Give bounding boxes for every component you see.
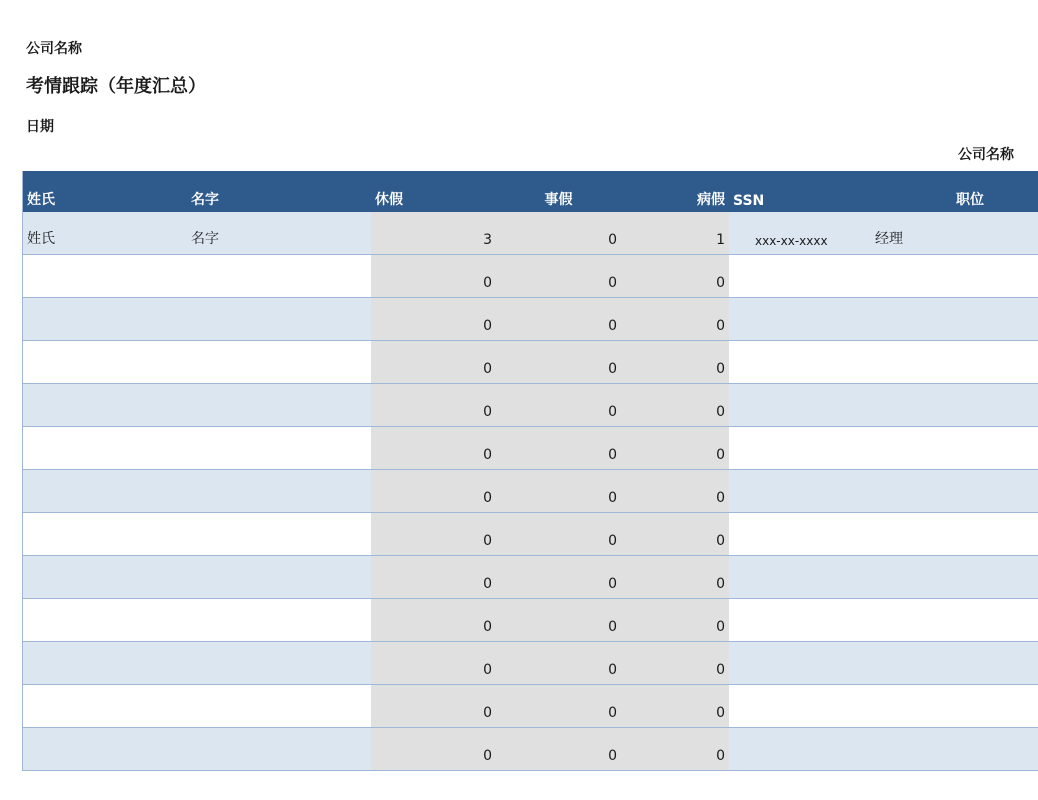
table-row	[23, 427, 1038, 470]
cell-ssn[interactable]	[729, 599, 867, 642]
company-name-top: 公司名称	[26, 41, 82, 57]
table-row	[23, 298, 1038, 341]
cell-ssn[interactable]	[729, 728, 867, 771]
cell-sick[interactable]: 0	[621, 298, 729, 341]
cell-personal[interactable]: 0	[496, 255, 621, 298]
cell-personal[interactable]: 0	[496, 341, 621, 384]
cell-personal[interactable]: 0	[496, 642, 621, 685]
cell-ssn[interactable]	[729, 427, 867, 470]
cell-personal[interactable]: 0	[496, 599, 621, 642]
cell-last-name[interactable]	[23, 298, 188, 341]
cell-first-name[interactable]	[187, 642, 371, 685]
table-row	[23, 642, 1038, 685]
header-position[interactable]: 职位	[867, 171, 1038, 212]
cell-personal[interactable]: 0	[496, 685, 621, 728]
cell-position[interactable]	[867, 298, 1038, 341]
cell-first-name[interactable]	[187, 728, 371, 771]
cell-position[interactable]	[867, 599, 1038, 642]
cell-vacation[interactable]: 0	[371, 685, 496, 728]
cell-vacation[interactable]: 0	[371, 427, 496, 470]
cell-ssn[interactable]	[729, 513, 867, 556]
header-personal[interactable]: 事假	[496, 171, 621, 212]
cell-position[interactable]: 经理	[867, 212, 1038, 255]
cell-position[interactable]	[867, 255, 1038, 298]
cell-sick[interactable]: 0	[621, 427, 729, 470]
cell-ssn[interactable]	[729, 556, 867, 599]
table-row	[23, 341, 1038, 384]
table-row	[23, 470, 1038, 513]
header-ssn[interactable]: SSN	[729, 171, 867, 212]
cell-position[interactable]	[867, 384, 1038, 427]
cell-ssn[interactable]	[729, 298, 867, 341]
cell-last-name[interactable]: 姓氏	[23, 212, 188, 255]
cell-ssn[interactable]	[729, 685, 867, 728]
header-vacation[interactable]: 休假	[371, 171, 496, 212]
cell-sick[interactable]: 0	[621, 384, 729, 427]
cell-last-name[interactable]	[23, 642, 188, 685]
cell-last-name[interactable]	[23, 556, 188, 599]
cell-personal[interactable]: 0	[496, 212, 621, 255]
cell-position[interactable]	[867, 642, 1038, 685]
cell-position[interactable]	[867, 685, 1038, 728]
cell-personal[interactable]: 0	[496, 427, 621, 470]
cell-last-name[interactable]	[23, 255, 188, 298]
cell-position[interactable]	[867, 427, 1038, 470]
cell-position[interactable]	[867, 513, 1038, 556]
cell-ssn[interactable]	[729, 384, 867, 427]
cell-sick[interactable]: 0	[621, 642, 729, 685]
cell-sick[interactable]: 0	[621, 341, 729, 384]
cell-first-name[interactable]: 名字	[187, 212, 371, 255]
cell-vacation[interactable]: 0	[371, 599, 496, 642]
table-row	[23, 599, 1038, 642]
cell-personal[interactable]: 0	[496, 556, 621, 599]
cell-last-name[interactable]	[23, 427, 188, 470]
cell-sick[interactable]: 0	[621, 513, 729, 556]
cell-first-name[interactable]	[187, 685, 371, 728]
table-row	[23, 728, 1038, 771]
cell-vacation[interactable]: 0	[371, 470, 496, 513]
cell-last-name[interactable]	[23, 728, 188, 771]
cell-ssn[interactable]	[729, 470, 867, 513]
cell-vacation[interactable]: 3	[371, 212, 496, 255]
cell-position[interactable]	[867, 341, 1038, 384]
cell-vacation[interactable]: 0	[371, 556, 496, 599]
table-row	[23, 212, 1038, 255]
cell-last-name[interactable]	[23, 513, 188, 556]
cell-vacation[interactable]: 0	[371, 341, 496, 384]
cell-vacation[interactable]: 0	[371, 384, 496, 427]
cell-sick[interactable]: 0	[621, 556, 729, 599]
table-row	[23, 513, 1038, 556]
cell-vacation[interactable]: 0	[371, 513, 496, 556]
cell-personal[interactable]: 0	[496, 728, 621, 771]
cell-ssn[interactable]	[729, 341, 867, 384]
cell-last-name[interactable]	[23, 384, 188, 427]
cell-personal[interactable]: 0	[496, 513, 621, 556]
cell-sick[interactable]: 0	[621, 685, 729, 728]
date-label: 日期	[26, 119, 54, 135]
table-row	[23, 384, 1038, 427]
cell-vacation[interactable]: 0	[371, 255, 496, 298]
table-row	[23, 255, 1038, 298]
cell-sick[interactable]: 0	[621, 255, 729, 298]
cell-sick[interactable]: 1	[621, 212, 729, 255]
table-row	[23, 685, 1038, 728]
cell-personal[interactable]: 0	[496, 470, 621, 513]
cell-ssn[interactable]: xxx-xx-xxxx	[729, 212, 867, 255]
cell-personal[interactable]: 0	[496, 298, 621, 341]
company-name-right: 公司名称	[958, 147, 1014, 163]
page-title: 考情跟踪（年度汇总）	[26, 76, 206, 97]
cell-ssn[interactable]	[729, 255, 867, 298]
cell-first-name[interactable]	[187, 298, 371, 341]
cell-first-name[interactable]	[187, 556, 371, 599]
header-last-name[interactable]: 姓氏	[23, 171, 188, 212]
cell-last-name[interactable]	[23, 685, 188, 728]
cell-first-name[interactable]	[187, 470, 371, 513]
cell-position[interactable]	[867, 728, 1038, 771]
cell-first-name[interactable]	[187, 255, 371, 298]
cell-sick[interactable]: 0	[621, 470, 729, 513]
cell-sick[interactable]: 0	[621, 728, 729, 771]
cell-ssn[interactable]	[729, 642, 867, 685]
header-sick[interactable]: 病假	[621, 171, 729, 212]
attendance-table	[22, 171, 1038, 771]
cell-first-name[interactable]	[187, 341, 371, 384]
cell-last-name[interactable]	[23, 599, 188, 642]
cell-sick[interactable]: 0	[621, 599, 729, 642]
cell-first-name[interactable]	[187, 599, 371, 642]
cell-first-name[interactable]	[187, 427, 371, 470]
table-row	[23, 556, 1038, 599]
cell-personal[interactable]: 0	[496, 384, 621, 427]
cell-vacation[interactable]: 0	[371, 642, 496, 685]
cell-vacation[interactable]: 0	[371, 728, 496, 771]
cell-position[interactable]	[867, 470, 1038, 513]
cell-first-name[interactable]	[187, 384, 371, 427]
cell-last-name[interactable]	[23, 470, 188, 513]
cell-first-name[interactable]	[187, 513, 371, 556]
header-first-name[interactable]: 名字	[187, 171, 371, 212]
cell-vacation[interactable]: 0	[371, 298, 496, 341]
cell-position[interactable]	[867, 556, 1038, 599]
table-header-row	[23, 171, 1038, 212]
cell-last-name[interactable]	[23, 341, 188, 384]
